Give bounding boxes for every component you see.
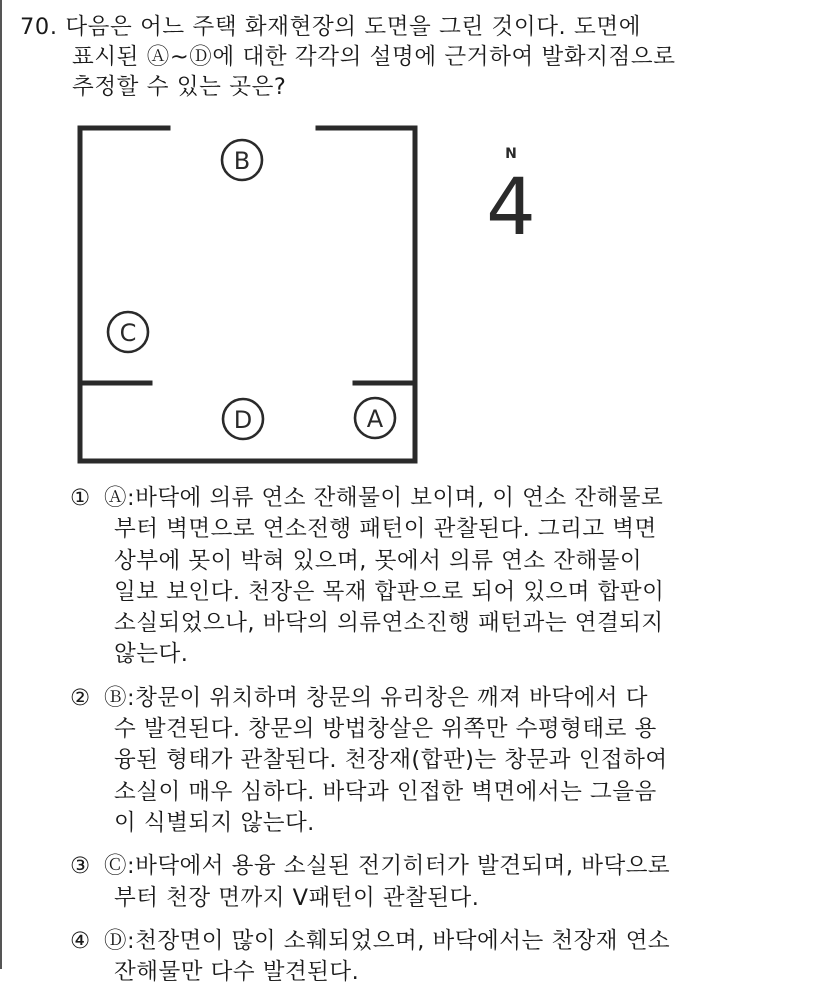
option-1[interactable]: [70, 483, 810, 671]
marker-c-label: C: [119, 319, 137, 347]
option-1-line: 소실되었으나, 바닥의 의류연소진행 패턴과는 연결되지: [114, 610, 664, 637]
option-1-line: 일보 보인다. 천장은 목재 합판으로 되어 있으며 합판이: [114, 578, 665, 605]
option-3[interactable]: [70, 851, 810, 914]
option-1-line: 부터 벽면으로 연소전행 패턴이 관찰된다. 그리고 벽면: [114, 516, 657, 543]
option-4-number: ④: [70, 927, 91, 954]
option-4-line: 잔해물만 다수 발견된다.: [114, 959, 360, 986]
option-2-line: 융된 형태가 관찰된다. 천장재(합판)는 창문과 인접하여: [114, 747, 668, 774]
question-line-2: 표시된 Ⓐ~Ⓓ에 대한 각각의 설명에 근거하여 발화지점으로: [72, 44, 676, 70]
option-4-line: Ⓓ:천장면이 많이 소훼되었으며, 바닥에서는 천장재 연소: [104, 927, 671, 954]
option-3-line: Ⓒ:바닥에서 용융 소실된 전기히터가 발견되며, 바닥으로: [104, 853, 671, 880]
option-2-number: ②: [70, 684, 91, 711]
option-2-line: Ⓑ:창문이 위치하며 창문의 유리창은 깨져 바닥에서 다: [104, 684, 648, 711]
answer-options: [70, 483, 810, 1000]
question-stem: [20, 12, 810, 102]
page-left-border: [0, 0, 2, 969]
option-3-line: 부터 천장 면까지 V패턴이 관찰된다.: [114, 884, 480, 911]
north-symbol: 4: [486, 163, 536, 253]
option-3-number: ③: [70, 853, 91, 880]
north-label: N: [505, 146, 517, 162]
marker-d-label: D: [233, 406, 253, 434]
option-1-line: Ⓐ:바닥에 의류 연소 잔해물이 보이며, 이 연소 잔해물로: [104, 485, 664, 511]
question-line-1: 70. 다음은 어느 주택 화재현장의 도면을 그린 것이다. 도면에: [20, 14, 642, 40]
option-1-number: ①: [70, 485, 91, 511]
option-4[interactable]: [70, 926, 810, 989]
floor-plan-drawing: [70, 118, 550, 470]
marker-b-label: B: [233, 147, 251, 175]
option-1-line: 상부에 못이 박혀 있으며, 못에서 의류 연소 잔해물이: [114, 547, 643, 574]
north-arrow: [486, 146, 536, 253]
floor-plan-figure: [70, 118, 550, 470]
question-line-3: 추정할 수 있는 곳은?: [72, 74, 287, 100]
option-2-line: 수 발견된다. 창문의 방법창살은 위쪽만 수평형태로 용: [114, 716, 657, 743]
option-2[interactable]: [70, 683, 810, 839]
option-2-line: 이 식별되지 않는다.: [114, 809, 315, 836]
option-2-line: 소실이 매우 심하다. 바닥과 인접한 벽면에서는 그을음: [114, 778, 657, 805]
option-1-line: 않는다.: [114, 641, 189, 668]
marker-a-label: A: [366, 405, 384, 433]
